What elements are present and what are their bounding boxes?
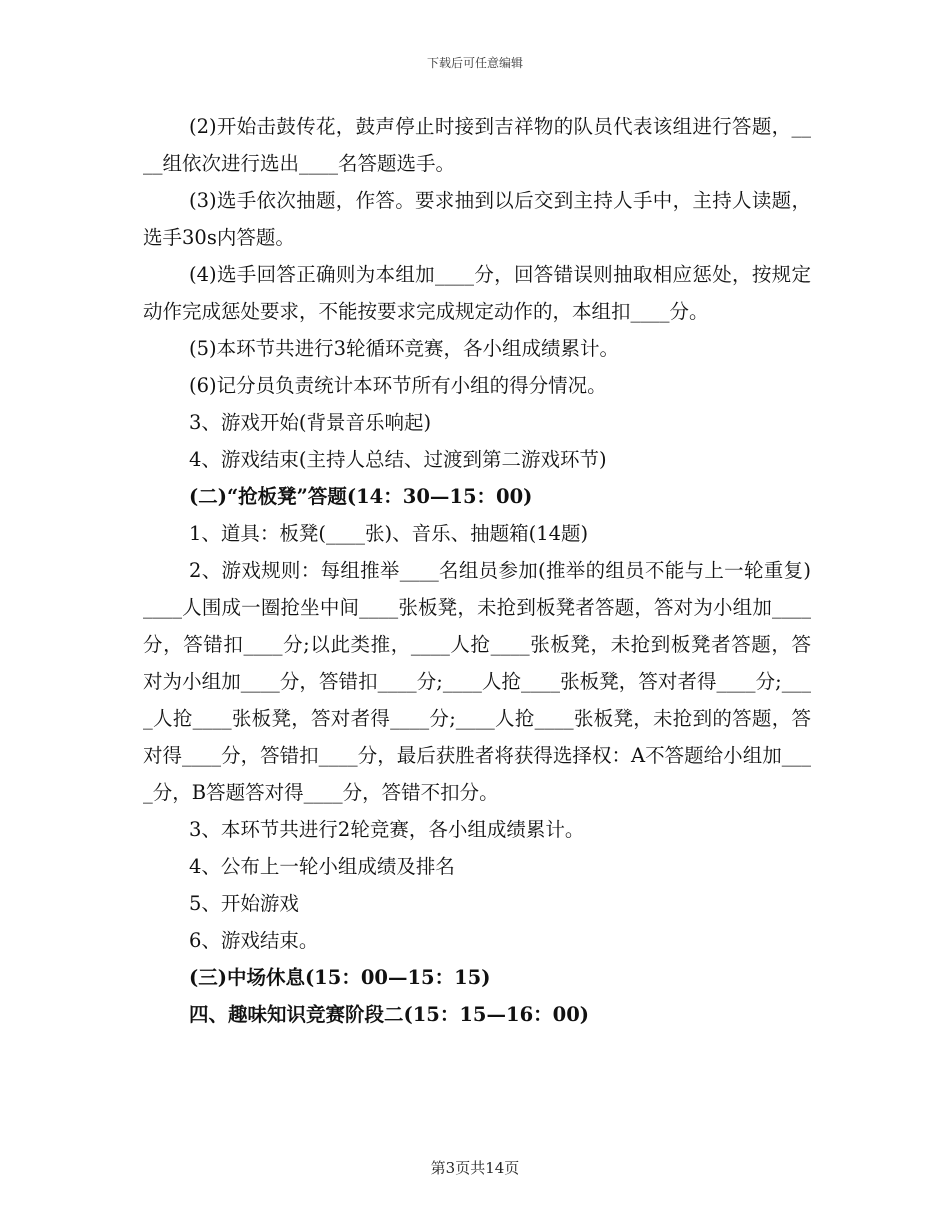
paragraph-props: 1、道具：板凳(____张)、音乐、抽题箱(14题): [189, 522, 589, 545]
paragraph-announce-scores: 4、公布上一轮小组成绩及排名: [189, 855, 455, 878]
section-heading-stage-two: 四、趣味知识竞赛阶段二(15：15—16：00): [189, 1003, 589, 1026]
page-footer: 第3页共14页: [430, 1159, 520, 1177]
paragraph-rounds: 3、本环节共进行2轮竞赛，各小组成绩累计。: [189, 818, 585, 841]
page-header: 下载后可任意编辑: [426, 56, 523, 70]
document-body: [143, 108, 811, 1033]
paragraph-rule-5: (5)本环节共进行3轮循环竞赛，各小组成绩累计。: [189, 337, 620, 360]
paragraph-rule-6: (6)记分员负责统计本环节所有小组的得分情况。: [189, 374, 607, 397]
paragraph-rule-3: (3)选手依次抽题，作答。要求抽到以后交到主持人手中，主持人读题，选手30s内答题。: [143, 189, 811, 249]
paragraph-end-game: 6、游戏结束。: [189, 929, 319, 952]
paragraph-game-start: 3、游戏开始(背景音乐响起): [189, 411, 432, 434]
section-heading-break: (三)中场休息(15：00—15：15): [189, 966, 491, 989]
section-heading-grab-bench: (二)“抢板凳”答题(14：30—15：00): [189, 485, 533, 508]
paragraph-game-end: 4、游戏结束(主持人总结、过渡到第二游戏环节): [189, 448, 607, 471]
paragraph-rule-2: (2)开始击鼓传花，鼓声停止时接到吉祥物的队员代表该组进行答题，____组依次进行选出____名答题选手。: [143, 115, 811, 175]
paragraph-start-game: 5、开始游戏: [189, 892, 299, 915]
paragraph-game-rules: 2、游戏规则：每组推举____名组员参加(推举的组员不能与上一轮重复)____人围成一圈抢坐中间____张板凳，未抢到板凳者答题，答对为小组加____分，答错扣____分;以此类推，____人抢____张板凳，未抢到板凳者答题，答对为小组加____分，答错扣____分;____人抢____张板凳，答对者得____分;____人抢____张板凳，答对者得____分;____人抢____张板凳，未抢到的答题，答对得____分，答错扣____分，最后获胜者将获得选择权：A不答题给小组加____分，B答题答对得____分，答错不扣分。: [143, 559, 811, 804]
paragraph-rule-4: (4)选手回答正确则为本组加____分，回答错误则抽取相应惩处，按规定动作完成惩处要求，不能按要求完成规定动作的，本组扣____分。: [143, 263, 811, 323]
